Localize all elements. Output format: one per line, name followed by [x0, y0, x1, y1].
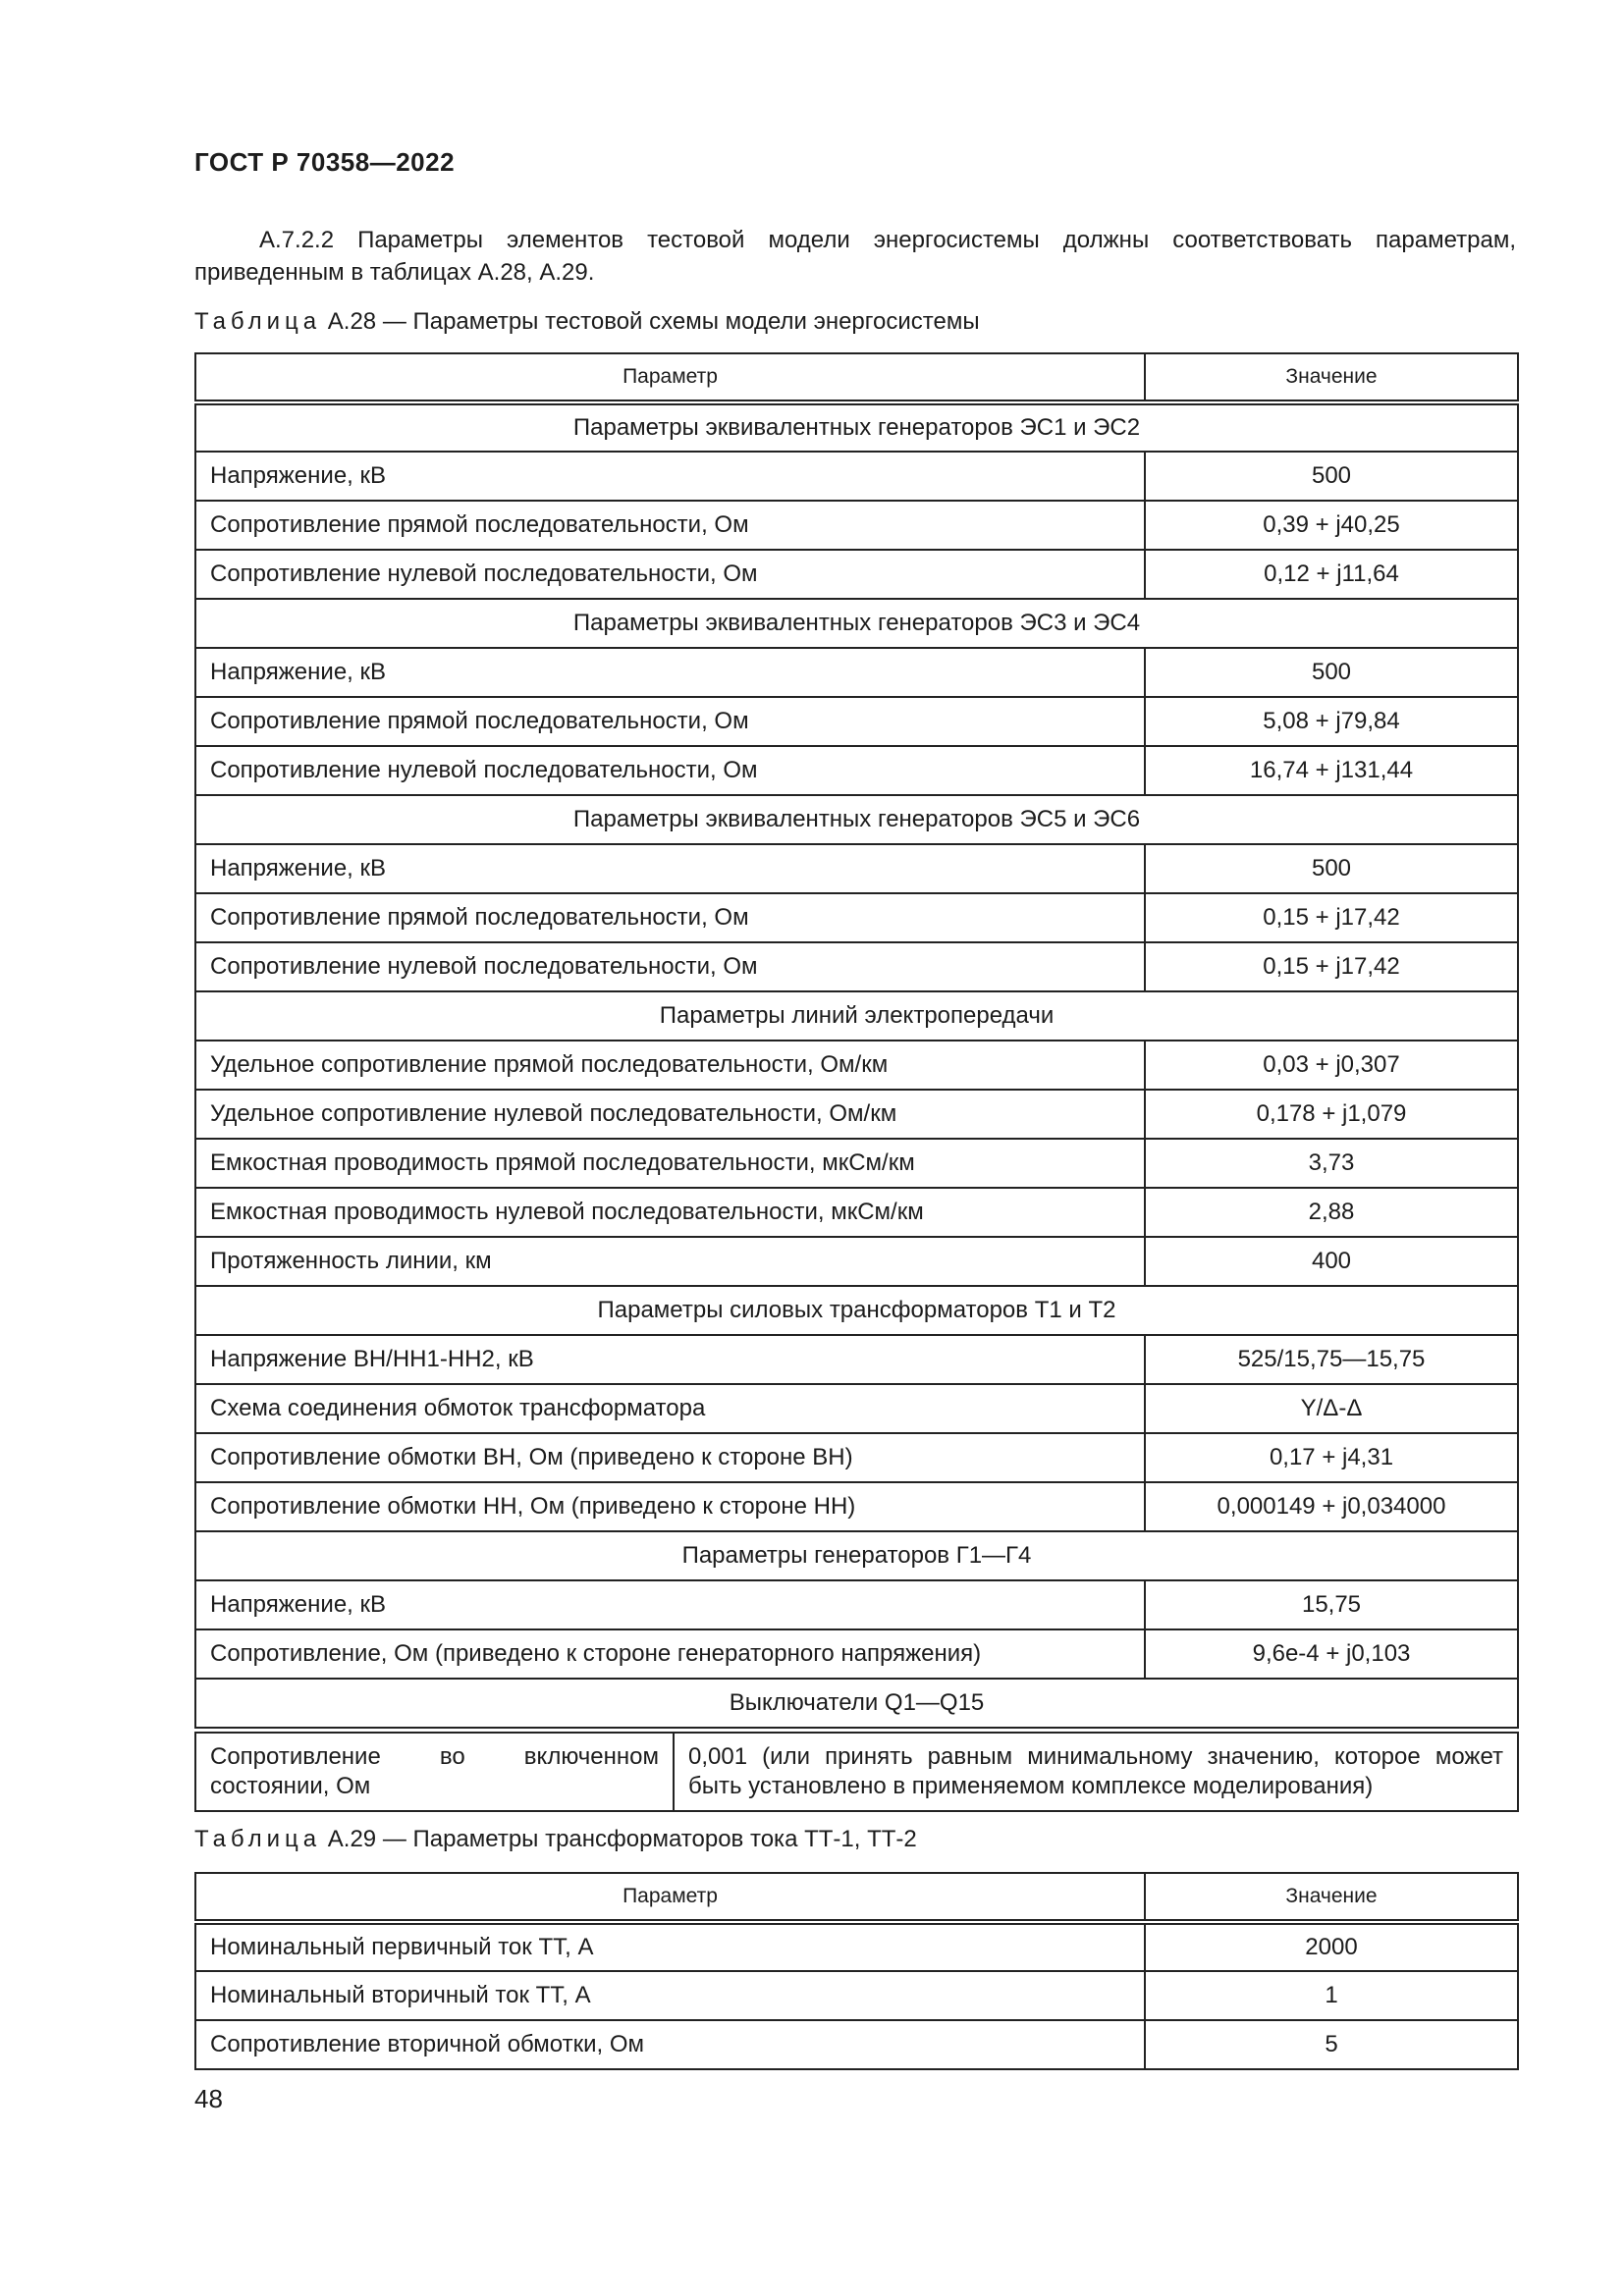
section-row	[195, 1286, 1518, 1335]
value-cell: 5	[1145, 2020, 1518, 2069]
param-cell: Напряжение, кВ	[195, 844, 1145, 893]
table-28-caption	[194, 307, 980, 337]
section-title: Параметры эквивалентных генераторов ЭС3 и ЭС4	[195, 599, 1518, 648]
value-cell: 2,88	[1145, 1188, 1518, 1237]
section-row	[195, 1679, 1518, 1728]
value-cell: 0,12 + j11,64	[1145, 550, 1518, 599]
table-29	[194, 1872, 1519, 2070]
param-cell: Сопротивление, Ом (приведено к стороне генераторного напряжения)	[195, 1629, 1145, 1679]
param-cell: Емкостная проводимость прямой последовательности, мкСм/км	[195, 1139, 1145, 1188]
param-cell: Сопротивление вторичной обмотки, Ом	[195, 2020, 1145, 2069]
value-cell: 525/15,75—15,75	[1145, 1335, 1518, 1384]
param-cell: Сопротивление прямой последовательности, Ом	[195, 697, 1145, 746]
param-cell: Сопротивление прямой последовательности, Ом	[195, 501, 1145, 550]
section-row	[195, 599, 1518, 648]
param-cell: Сопротивление прямой последовательности, Ом	[195, 893, 1145, 942]
param-cell: Напряжение, кВ	[195, 1580, 1145, 1629]
section-title: Параметры эквивалентных генераторов ЭС1 и ЭС2	[195, 402, 1518, 452]
value-cell: 0,178 + j1,079	[1145, 1090, 1518, 1139]
value-cell: 0,001 (или принять равным минимальному значению, которое может быть установлено в применяемом комплексе моделирования)	[674, 1733, 1518, 1811]
param-cell: Напряжение, кВ	[195, 648, 1145, 697]
table-row	[195, 2020, 1518, 2069]
table-28-breakers	[194, 1732, 1519, 1812]
param-cell: Протяженность линии, км	[195, 1237, 1145, 1286]
value-cell: 500	[1145, 844, 1518, 893]
table-row	[195, 1188, 1518, 1237]
document-code: ГОСТ Р 70358—2022	[194, 147, 456, 177]
table-header-row	[195, 353, 1518, 402]
param-cell: Сопротивление обмотки НН, Ом (приведено к стороне НН)	[195, 1482, 1145, 1531]
table-row	[195, 1733, 1518, 1811]
table-29-caption-label: Таблица	[194, 1826, 322, 1852]
section-title: Параметры эквивалентных генераторов ЭС5 и ЭС6	[195, 795, 1518, 844]
value-cell: 0,15 + j17,42	[1145, 893, 1518, 942]
section-title: Параметры генераторов Г1—Г4	[195, 1531, 1518, 1580]
section-row	[195, 991, 1518, 1041]
param-cell: Емкостная проводимость нулевой последовательности, мкСм/км	[195, 1188, 1145, 1237]
table-row	[195, 550, 1518, 599]
column-header-parameter: Параметр	[195, 353, 1145, 402]
value-cell: 0,39 + j40,25	[1145, 501, 1518, 550]
value-cell: 0,03 + j0,307	[1145, 1041, 1518, 1090]
param-cell: Удельное сопротивление прямой последовательности, Ом/км	[195, 1041, 1145, 1090]
table-header-row	[195, 1873, 1518, 1922]
table-row	[195, 648, 1518, 697]
column-header-value: Значение	[1145, 1873, 1518, 1922]
param-cell: Сопротивление обмотки ВН, Ом (приведено к стороне ВН)	[195, 1433, 1145, 1482]
param-cell: Номинальный вторичный ток ТТ, А	[195, 1971, 1145, 2020]
table-row	[195, 1482, 1518, 1531]
table-28-caption-label: Таблица	[194, 308, 322, 335]
value-cell: 0,000149 + j0,034000	[1145, 1482, 1518, 1531]
param-cell: Сопротивление нулевой последовательности, Ом	[195, 942, 1145, 991]
value-cell: 3,73	[1145, 1139, 1518, 1188]
table-29-caption	[194, 1825, 917, 1854]
table-row	[195, 697, 1518, 746]
section-row	[195, 795, 1518, 844]
table-row	[195, 1971, 1518, 2020]
value-cell: 0,17 + j4,31	[1145, 1433, 1518, 1482]
param-cell: Сопротивление во включенном состоянии, Ом	[195, 1733, 674, 1811]
value-cell: 500	[1145, 648, 1518, 697]
value-cell: Y/Δ-Δ	[1145, 1384, 1518, 1433]
param-cell: Номинальный первичный ток ТТ, А	[195, 1922, 1145, 1971]
section-title: Параметры линий электропередачи	[195, 991, 1518, 1041]
table-row	[195, 1629, 1518, 1679]
section-title: Параметры силовых трансформаторов Т1 и Т2	[195, 1286, 1518, 1335]
section-title: Выключатели Q1—Q15	[195, 1679, 1518, 1728]
column-header-parameter: Параметр	[195, 1873, 1145, 1922]
param-cell: Сопротивление нулевой последовательности, Ом	[195, 550, 1145, 599]
column-header-value: Значение	[1145, 353, 1518, 402]
param-cell: Напряжение, кВ	[195, 452, 1145, 501]
value-cell: 5,08 + j79,84	[1145, 697, 1518, 746]
param-cell: Схема соединения обмоток трансформатора	[195, 1384, 1145, 1433]
table-row	[195, 1580, 1518, 1629]
value-cell: 9,6e-4 + j0,103	[1145, 1629, 1518, 1679]
table-28	[194, 352, 1519, 1729]
section-row	[195, 402, 1518, 452]
value-cell: 0,15 + j17,42	[1145, 942, 1518, 991]
table-28-caption-text: А.28 — Параметры тестовой схемы модели энергосистемы	[327, 308, 980, 335]
param-cell: Напряжение ВН/НН1-НН2, кВ	[195, 1335, 1145, 1384]
table-row	[195, 1041, 1518, 1090]
value-cell: 15,75	[1145, 1580, 1518, 1629]
value-cell: 16,74 + j131,44	[1145, 746, 1518, 795]
section-row	[195, 1531, 1518, 1580]
table-row	[195, 501, 1518, 550]
table-29-caption-text: А.29 — Параметры трансформаторов тока ТТ-1, ТТ-2	[327, 1826, 917, 1852]
table-row	[195, 844, 1518, 893]
table-row	[195, 893, 1518, 942]
value-cell: 2000	[1145, 1922, 1518, 1971]
table-row	[195, 1433, 1518, 1482]
table-row	[195, 942, 1518, 991]
param-cell: Удельное сопротивление нулевой последовательности, Ом/км	[195, 1090, 1145, 1139]
table-row	[195, 1384, 1518, 1433]
param-cell: Сопротивление нулевой последовательности, Ом	[195, 746, 1145, 795]
table-row	[195, 452, 1518, 501]
value-cell: 500	[1145, 452, 1518, 501]
table-row	[195, 1090, 1518, 1139]
value-cell: 1	[1145, 1971, 1518, 2020]
page-number: 48	[194, 2084, 223, 2113]
table-row	[195, 1335, 1518, 1384]
value-cell: 400	[1145, 1237, 1518, 1286]
table-row	[195, 1237, 1518, 1286]
table-row	[195, 1922, 1518, 1971]
table-row	[195, 1139, 1518, 1188]
table-row	[195, 746, 1518, 795]
intro-paragraph: А.7.2.2 Параметры элементов тестовой модели энергосистемы должны соответствовать параметрам, приведенным в таблицах А.28, А.29.	[194, 227, 1516, 286]
